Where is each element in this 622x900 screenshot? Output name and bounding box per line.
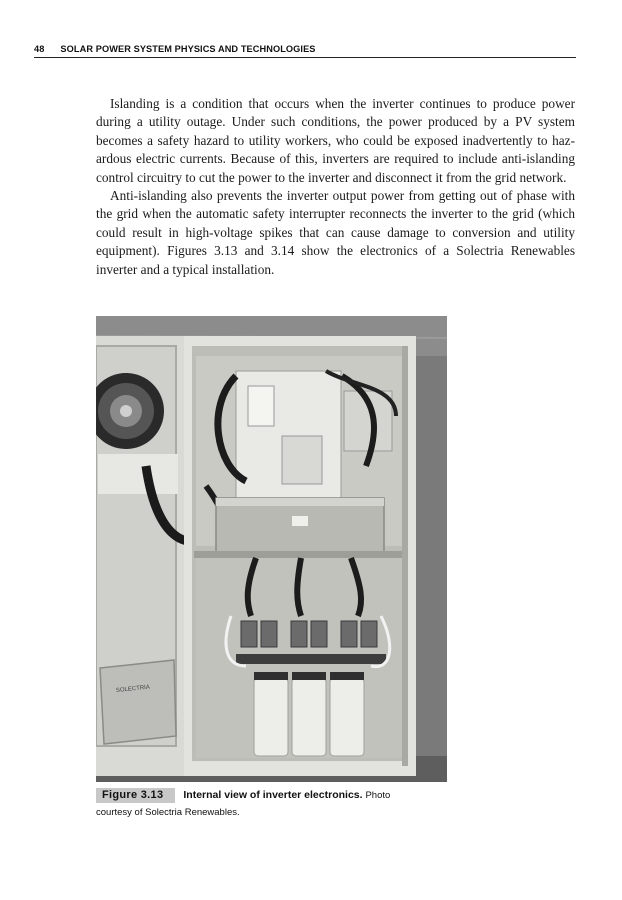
figure-caption bbox=[96, 788, 456, 820]
figure-title: Internal view of inverter electronics. bbox=[183, 789, 363, 801]
paragraph-islanding: Islanding is a condition that occurs when the inverter continues to produce power during a utility outage. Under such conditions, the power produced by a PV system becomes a safety hazard to utility workers, who could be exposed inadvertently to hazardous electric currents. Because of this, inverters are required to include anti-islanding control circuitry to cut the power to the inverter and disconnect it from the grid network. bbox=[96, 96, 575, 185]
figure-credit-b: courtesy of Solectria Renewables. bbox=[96, 807, 240, 818]
paragraph-anti-islanding: Anti-islanding also prevents the inverter output power from getting out of phase with the grid when the automatic safety interrupter reconnects the inverter to the grid (which could result in high-voltage spikes that can cause damage to conversion and utility equipment). Figures 3.13 and 3.14 show the electronics of a Solectria Renewables inverter and a typical installation. bbox=[96, 188, 575, 277]
solectria-brochure-label: SOLECTRIA bbox=[115, 684, 151, 695]
running-header bbox=[34, 44, 576, 54]
body-text bbox=[96, 95, 575, 279]
page-number: 48 bbox=[34, 44, 45, 54]
figure-label: Figure 3.13 bbox=[96, 788, 175, 803]
inverter-photo-illustration bbox=[96, 316, 447, 782]
header-rule bbox=[34, 57, 576, 58]
figure-credit-a: Photo bbox=[365, 790, 391, 801]
running-title: SOLAR POWER SYSTEM PHYSICS AND TECHNOLOGIES bbox=[60, 44, 316, 54]
inverter-photo bbox=[96, 316, 447, 782]
